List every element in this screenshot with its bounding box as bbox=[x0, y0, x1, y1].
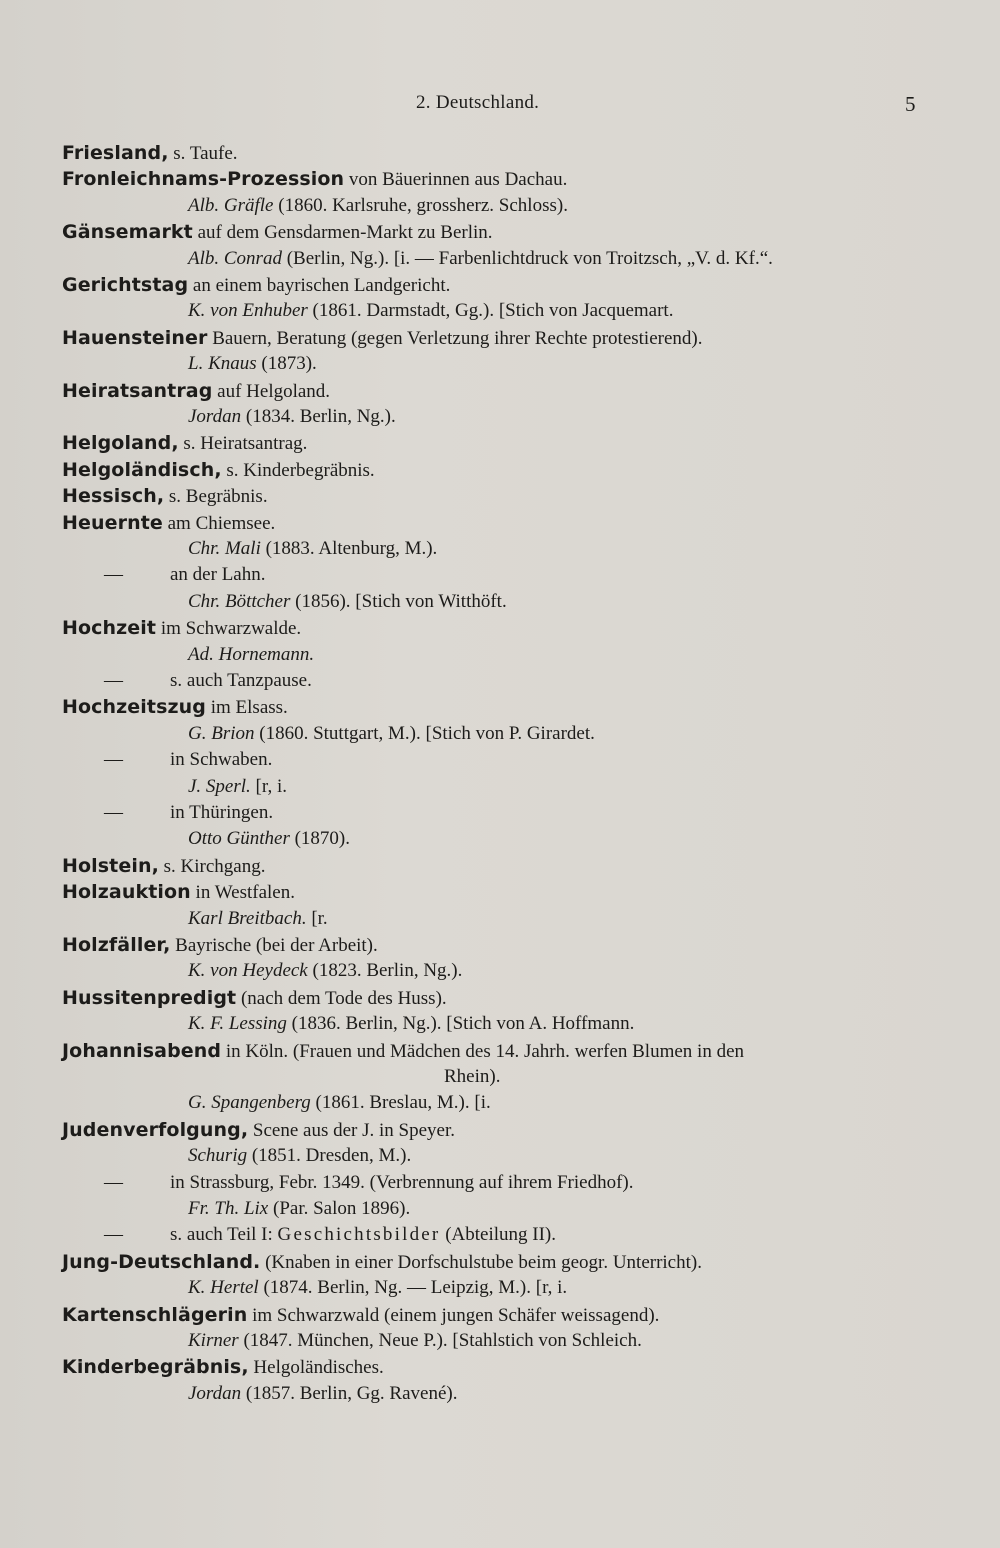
entry-text: von Bäuerinnen aus Dachau. bbox=[344, 169, 568, 190]
entry-line bbox=[188, 298, 673, 324]
entry-heading: Hauensteiner bbox=[62, 327, 208, 349]
entry-text: Helgoländisches. bbox=[248, 1357, 384, 1378]
artwork-details: (1861. Darmstadt, Gg.). [Stich von Jacquemart. bbox=[307, 300, 674, 321]
entry-line bbox=[104, 562, 1000, 588]
entry-line bbox=[62, 457, 375, 483]
entry-line bbox=[188, 536, 437, 562]
entry-line bbox=[188, 642, 314, 668]
entry-line bbox=[188, 1328, 642, 1354]
entry-heading: Gerichtstag bbox=[62, 274, 189, 296]
entry-line bbox=[188, 774, 287, 800]
running-header bbox=[0, 92, 1000, 122]
entry-text: (nach dem Tode des Huss). bbox=[236, 988, 447, 1009]
entry-line bbox=[62, 510, 275, 536]
entry-heading: Hessisch, bbox=[62, 485, 165, 507]
artwork-details: (Berlin, Ng.). [i. — Farbenlichtdruck von Troitzsch, „V. d. Kf.“. bbox=[281, 248, 773, 269]
entry-heading: Kartenschlägerin bbox=[62, 1304, 248, 1326]
artist-name: K. F. Lessing bbox=[188, 1013, 287, 1034]
entry-heading: Helgoländisch, bbox=[62, 459, 222, 481]
entry-text: auf Helgoland. bbox=[212, 381, 331, 402]
sub-entry-text: s. auch Tanzpause. bbox=[170, 670, 312, 691]
entry-line bbox=[62, 1117, 455, 1143]
entry-text: s. Heiratsantrag. bbox=[178, 433, 308, 454]
entry-text: in Westfalen. bbox=[190, 882, 295, 903]
entry-text: an einem bayrischen Landgericht. bbox=[188, 275, 451, 296]
entry-line bbox=[62, 1038, 744, 1064]
entry-heading: Hochzeit bbox=[62, 617, 157, 639]
spaced-reference: Geschichtsbilder bbox=[277, 1224, 441, 1245]
entry-line bbox=[104, 747, 1000, 773]
entry-line bbox=[188, 906, 328, 932]
entry-heading: Kinderbegräbnis, bbox=[62, 1356, 249, 1378]
artwork-details: [r. bbox=[306, 908, 328, 929]
entry-line bbox=[188, 246, 773, 272]
repeat-dash: — bbox=[104, 670, 123, 691]
entry-line bbox=[62, 879, 295, 905]
artwork-details: (1870). bbox=[289, 828, 351, 849]
entry-line bbox=[62, 140, 238, 166]
entry-heading: Holzfäller, bbox=[62, 934, 171, 956]
entry-line bbox=[62, 378, 330, 404]
artist-name: Chr. Mali bbox=[188, 538, 261, 559]
artist-name: Karl Breitbach. bbox=[188, 908, 307, 929]
artwork-details: (1874. Berlin, Ng. — Leipzig, M.). [r, i. bbox=[258, 1277, 568, 1298]
artist-name: L. Knaus bbox=[188, 353, 257, 374]
artist-name: Ad. Hornemann. bbox=[188, 644, 315, 665]
entry-line bbox=[188, 193, 568, 219]
entry-text: im Schwarzwalde. bbox=[156, 618, 302, 639]
repeat-dash: — bbox=[104, 1172, 123, 1193]
artwork-details: (1851. Dresden, M.). bbox=[247, 1145, 412, 1166]
artist-name: K. Hertel bbox=[188, 1277, 259, 1298]
artwork-details: (1856). [Stich von Witthöft. bbox=[290, 591, 507, 612]
entry-text: auf dem Gensdarmen-Markt zu Berlin. bbox=[192, 222, 493, 243]
entry-line bbox=[62, 694, 288, 720]
continuation-text: Rhein). bbox=[444, 1066, 501, 1087]
entry-line bbox=[62, 166, 567, 192]
entry-line bbox=[188, 1143, 411, 1169]
artist-name: G. Brion bbox=[188, 723, 255, 744]
sub-entry-text-end: (Abteilung II). bbox=[440, 1224, 556, 1245]
page-header-title: 2. Deutschland. bbox=[416, 92, 540, 113]
artist-name: Otto Günther bbox=[188, 828, 290, 849]
entry-line bbox=[188, 958, 462, 984]
entry-line bbox=[62, 430, 307, 456]
artist-name: Kirner bbox=[188, 1330, 239, 1351]
entry-heading: Heiratsantrag bbox=[62, 380, 213, 402]
entry-line bbox=[188, 1275, 567, 1301]
entry-text: im Elsass. bbox=[205, 697, 288, 718]
entry-heading: Fronleichnams-Prozession bbox=[62, 168, 345, 190]
entry-line bbox=[62, 932, 378, 958]
artist-name: K. von Enhuber bbox=[188, 300, 308, 321]
entry-line bbox=[62, 853, 266, 879]
artwork-details: (1847. München, Neue P.). [Stahlstich von Schleich. bbox=[238, 1330, 642, 1351]
artist-name: Alb. Conrad bbox=[188, 248, 282, 269]
entry-line bbox=[188, 404, 396, 430]
artist-name: Jordan bbox=[188, 1383, 242, 1404]
artwork-details: (1836. Berlin, Ng.). [Stich von A. Hoffmann. bbox=[286, 1013, 635, 1034]
sub-entry-text: in Strassburg, Febr. 1349. (Verbrennung auf ihrem Friedhof). bbox=[170, 1172, 634, 1193]
artwork-details: (1823. Berlin, Ng.). bbox=[307, 960, 463, 981]
sub-entry-text: in Thüringen. bbox=[170, 802, 274, 823]
entry-line bbox=[62, 1354, 384, 1380]
artwork-details: (1857. Berlin, Gg. Ravené). bbox=[241, 1383, 458, 1404]
entry-heading: Johannisabend bbox=[62, 1040, 222, 1062]
entry-line bbox=[104, 800, 1000, 826]
entry-text: Scene aus der J. in Speyer. bbox=[248, 1120, 455, 1141]
repeat-dash: — bbox=[104, 1224, 123, 1245]
entry-heading: Gänsemarkt bbox=[62, 221, 193, 243]
artist-name: Alb. Gräfle bbox=[188, 195, 274, 216]
sub-entry-text: an der Lahn. bbox=[170, 564, 266, 585]
entry-line bbox=[104, 668, 1000, 694]
artist-name: Schurig bbox=[188, 1145, 248, 1166]
artwork-details: (1861. Breslau, M.). [i. bbox=[310, 1092, 491, 1113]
entry-line bbox=[188, 826, 350, 852]
repeat-dash: — bbox=[104, 564, 123, 585]
entry-line bbox=[188, 1381, 457, 1407]
artwork-details: (1873). bbox=[256, 353, 317, 374]
entry-line bbox=[188, 1011, 634, 1037]
artist-name: J. Sperl. bbox=[188, 776, 251, 797]
entry-heading: Jung-Deutschland. bbox=[62, 1251, 261, 1273]
artist-name: Chr. Böttcher bbox=[188, 591, 291, 612]
entry-heading: Judenverfolgung, bbox=[62, 1119, 249, 1141]
entry-text: Bauern, Beratung (gegen Verletzung ihrer Rechte protestierend). bbox=[207, 328, 703, 349]
entry-text: im Schwarzwald (einem jungen Schäfer weissagend). bbox=[247, 1305, 660, 1326]
artwork-details: (1860. Stuttgart, M.). [Stich von P. Girardet. bbox=[254, 723, 595, 744]
entry-line bbox=[104, 1170, 1000, 1196]
entry-heading: Helgoland, bbox=[62, 432, 179, 454]
entry-line bbox=[188, 1196, 410, 1222]
entry-line bbox=[188, 721, 595, 747]
artwork-details: (1860. Karlsruhe, grossherz. Schloss). bbox=[273, 195, 568, 216]
entry-text: am Chiemsee. bbox=[162, 513, 276, 534]
entry-heading: Friesland, bbox=[62, 142, 169, 164]
entry-line bbox=[444, 1064, 500, 1090]
entry-heading: Heuernte bbox=[62, 512, 163, 534]
artist-name: Jordan bbox=[188, 406, 242, 427]
entry-text: s. Begräbnis. bbox=[164, 486, 268, 507]
entry-line bbox=[62, 483, 268, 509]
entry-line bbox=[62, 1302, 659, 1328]
artwork-details: (1834. Berlin, Ng.). bbox=[241, 406, 396, 427]
entry-text: in Köln. (Frauen und Mädchen des 14. Jahrh. werfen Blumen in den bbox=[221, 1041, 745, 1062]
entry-text: s. Taufe. bbox=[168, 143, 238, 164]
entry-line bbox=[188, 589, 507, 615]
repeat-dash: — bbox=[104, 749, 123, 770]
entry-line bbox=[62, 985, 447, 1011]
entry-text: (Knaben in einer Dorfschulstube beim geogr. Unterricht). bbox=[260, 1252, 702, 1273]
sub-entry-text: s. auch Teil I: bbox=[170, 1224, 278, 1245]
entry-line bbox=[62, 272, 450, 298]
entry-line bbox=[188, 351, 317, 377]
entry-line bbox=[188, 1090, 491, 1116]
entry-line bbox=[62, 615, 301, 641]
entry-heading: Hochzeitszug bbox=[62, 696, 206, 718]
artwork-details: (1883. Altenburg, M.). bbox=[260, 538, 438, 559]
entry-heading: Hussitenpredigt bbox=[62, 987, 237, 1009]
entry-line bbox=[62, 1249, 702, 1275]
entry-text: s. Kinderbegräbnis. bbox=[221, 460, 375, 481]
sub-entry-text: in Schwaben. bbox=[170, 749, 273, 770]
artwork-details: (Par. Salon 1896). bbox=[268, 1198, 411, 1219]
artist-name: Fr. Th. Lix bbox=[188, 1198, 269, 1219]
entry-heading: Holstein, bbox=[62, 855, 159, 877]
artist-name: G. Spangenberg bbox=[188, 1092, 311, 1113]
entry-heading: Holzauktion bbox=[62, 881, 191, 903]
entry-text: s. Kirchgang. bbox=[158, 856, 266, 877]
entry-line bbox=[104, 1222, 1000, 1248]
artwork-details: [r, i. bbox=[250, 776, 287, 797]
repeat-dash: — bbox=[104, 802, 123, 823]
entry-line bbox=[62, 219, 493, 245]
page-number: 5 bbox=[905, 92, 916, 116]
artist-name: K. von Heydeck bbox=[188, 960, 308, 981]
entry-line bbox=[62, 325, 702, 351]
entry-text: Bayrische (bei der Arbeit). bbox=[170, 935, 378, 956]
